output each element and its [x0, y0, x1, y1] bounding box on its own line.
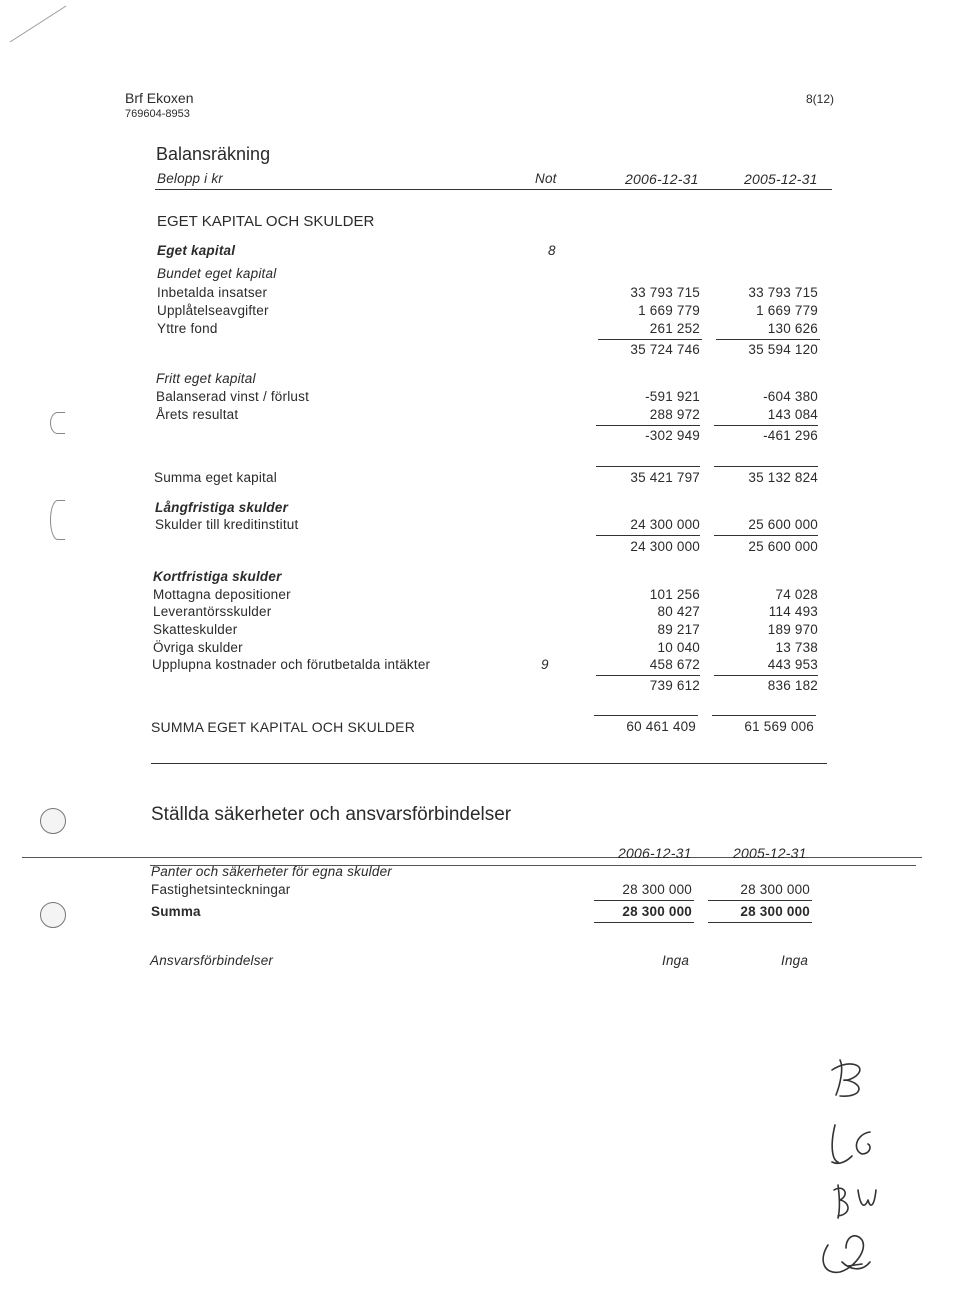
- binder-mark: [50, 500, 65, 540]
- ansvar-2006: Inga: [662, 953, 690, 968]
- kortfristiga-heading: Kortfristiga skulder: [153, 569, 282, 584]
- value-2005: 189 970: [767, 622, 818, 637]
- row-label: Yttre fond: [157, 321, 218, 336]
- value-2005: 443 953: [767, 657, 818, 672]
- subtotal-rule: [714, 535, 818, 536]
- row-label: Upplupna kostnader och förutbetalda intäkter: [152, 657, 431, 672]
- subtotal-rule: [714, 425, 818, 426]
- value-2006: 458 672: [649, 657, 700, 672]
- org-number: 769604-8953: [125, 108, 190, 120]
- ansvar-2005: Inga: [781, 953, 809, 968]
- double-rule: [708, 922, 812, 923]
- binder-mark: [50, 412, 65, 434]
- subtotal-2006: 35 724 746: [630, 342, 700, 357]
- value-2005: 33 793 715: [748, 285, 818, 300]
- section-title: EGET KAPITAL OCH SKULDER: [157, 213, 375, 230]
- subtotal-2005: 836 182: [767, 678, 818, 693]
- summa-total-2005: 61 569 006: [744, 719, 814, 734]
- securities-summa-2005: 28 300 000: [740, 904, 810, 919]
- row-label: Skatteskulder: [153, 622, 238, 637]
- row-label: Balanserad vinst / förlust: [156, 389, 310, 404]
- column-label-2005: 2005-12-31: [744, 171, 818, 187]
- value-2005: 130 626: [767, 321, 818, 336]
- subtotal-2005: 25 600 000: [748, 539, 818, 554]
- value-2006: 101 256: [649, 587, 700, 602]
- row-label: Leverantörsskulder: [153, 604, 272, 619]
- sum-rule: [714, 466, 818, 467]
- value-2006: 33 793 715: [630, 285, 700, 300]
- org-name: Brf Ekoxen: [125, 90, 194, 106]
- value-2006: 288 972: [649, 407, 700, 422]
- value-2006: 1 669 779: [638, 303, 700, 318]
- scan-corner-mark: [8, 4, 68, 44]
- value-2006: 10 040: [657, 640, 700, 655]
- subtotal-rule: [596, 535, 700, 536]
- securities-summa-label: Summa: [151, 904, 201, 919]
- row-label: Upplåtelseavgifter: [157, 303, 269, 318]
- value-2006: 80 427: [657, 604, 700, 619]
- value-2006: 261 252: [649, 321, 700, 336]
- header-rule: [155, 189, 832, 190]
- value-2005: 74 028: [775, 587, 818, 602]
- row-label: Årets resultat: [156, 407, 239, 422]
- closing-rule: [151, 763, 827, 764]
- summa-total-label: SUMMA EGET KAPITAL OCH SKULDER: [151, 719, 416, 735]
- summa-eget-label: Summa eget kapital: [154, 470, 277, 485]
- subtotal-rule: [594, 900, 694, 901]
- subtotal-2005: 35 594 120: [748, 342, 818, 357]
- value-2005: 13 738: [775, 640, 818, 655]
- value-2006: 28 300 000: [622, 882, 692, 897]
- note-ref: 8: [548, 243, 556, 258]
- note-ref: 9: [541, 657, 549, 672]
- bundet-heading: Bundet eget kapital: [157, 266, 277, 281]
- column-label-2006: 2006-12-31: [625, 171, 699, 187]
- value-2005: 114 493: [768, 604, 818, 619]
- securities-col-2005: 2005-12-31: [733, 845, 807, 861]
- punch-hole: [40, 808, 66, 834]
- page-title: Balansräkning: [156, 144, 271, 164]
- fritt-heading: Fritt eget kapital: [156, 371, 256, 386]
- value-2005: 28 300 000: [740, 882, 810, 897]
- securities-title: Ställda säkerheter och ansvarsförbindelser: [151, 804, 512, 825]
- langfristiga-heading: Långfristiga skulder: [155, 500, 289, 515]
- value-2005: -604 380: [763, 389, 818, 404]
- subtotal-rule: [716, 339, 820, 340]
- subtotal-rule: [596, 675, 700, 676]
- value-2005: 25 600 000: [748, 517, 818, 532]
- row-label: Inbetalda insatser: [157, 285, 268, 300]
- page-number: 8(12): [805, 92, 834, 106]
- sum-rule: [712, 715, 816, 716]
- panter-label: Panter och säkerheter för egna skulder: [151, 864, 392, 879]
- subtotal-2006: 24 300 000: [630, 539, 700, 554]
- subtotal-2005: -461 296: [763, 428, 818, 443]
- summa-total-2006: 60 461 409: [626, 719, 696, 734]
- subtotal-2006: 739 612: [649, 678, 700, 693]
- handwritten-signature: [810, 1050, 900, 1280]
- securities-summa-2006: 28 300 000: [622, 904, 692, 919]
- value-2006: 89 217: [657, 622, 700, 637]
- sum-rule: [596, 466, 700, 467]
- row-label: Mottagna depositioner: [153, 587, 291, 602]
- column-label-amount: Belopp i kr: [157, 171, 223, 186]
- row-label: Fastighetsinteckningar: [151, 882, 291, 897]
- summa-eget-2006: 35 421 797: [630, 470, 700, 485]
- punch-hole: [40, 902, 66, 928]
- value-2005: 143 084: [767, 407, 818, 422]
- subtotal-rule: [596, 425, 700, 426]
- subtotal-rule: [598, 339, 702, 340]
- securities-col-2006: 2006-12-31: [618, 845, 692, 861]
- subtotal-rule: [714, 675, 818, 676]
- summa-eget-2005: 35 132 824: [748, 470, 818, 485]
- double-rule: [594, 922, 694, 923]
- ansvar-label: Ansvarsförbindelser: [150, 953, 274, 968]
- subtotal-rule: [708, 900, 812, 901]
- row-label: Övriga skulder: [153, 640, 243, 655]
- eget-kapital-heading: Eget kapital: [157, 243, 236, 258]
- value-2005: 1 669 779: [756, 303, 818, 318]
- value-2006: 24 300 000: [630, 517, 700, 532]
- row-label: Skulder till kreditinstitut: [155, 517, 299, 532]
- column-label-note: Not: [535, 171, 557, 186]
- sum-rule: [594, 715, 698, 716]
- value-2006: -591 921: [645, 389, 700, 404]
- subtotal-2006: -302 949: [645, 428, 700, 443]
